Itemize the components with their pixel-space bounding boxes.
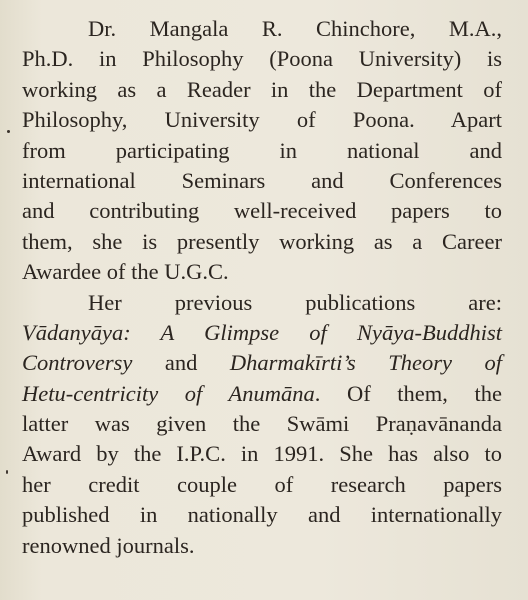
bio-line: working as a Reader in the Department of — [22, 76, 502, 102]
bio-line: them, she is presently working as a Career — [22, 228, 502, 254]
bio-line: renowned journals. — [22, 532, 195, 558]
bio-line: Dr. Mangala R. Chinchore, M.A., — [88, 16, 502, 41]
book-title-vadanyaya: Vādanyāya: A Glimpse of Nyāya-Buddhist — [22, 319, 502, 345]
bio-line — [0, 379, 528, 409]
bio-line: latter was given the Swāmi Praṇavānanda — [22, 411, 502, 437]
paper-speck — [6, 470, 8, 474]
book-title-vadanyaya-end: Controversy — [22, 350, 133, 376]
bio-line: and contributing well-received papers to — [22, 198, 502, 224]
conjunction: and — [132, 350, 230, 376]
bio-line: Philosophy, University of Poona. Apart — [22, 107, 502, 133]
bio-line: Her previous publications are: — [88, 289, 502, 315]
bio-line: Awardee of the U.G.C. — [22, 259, 229, 285]
paper-speck — [7, 130, 10, 133]
bio-line: her credit couple of research papers — [22, 471, 502, 497]
bio-line: published in nationally and internationally — [22, 502, 502, 528]
book-title-dharmakirti-end: Hetu-centricity of Anumāna — [22, 380, 315, 406]
bio-line: from participating in national and — [22, 137, 502, 163]
bio-line — [0, 318, 528, 348]
bio-line: Ph.D. in Philosophy (Poona University) is — [22, 46, 502, 72]
bio-text: . Of them, the — [314, 380, 503, 406]
bio-line: international Seminars and Conferences — [22, 167, 502, 193]
book-title-dharmakirti: Dharmakīrti’s Theory of — [229, 350, 502, 376]
bio-line: Award by the I.P.C. in 1991. She has also to — [22, 441, 502, 467]
author-bio — [0, 14, 528, 561]
bio-line — [0, 348, 528, 378]
